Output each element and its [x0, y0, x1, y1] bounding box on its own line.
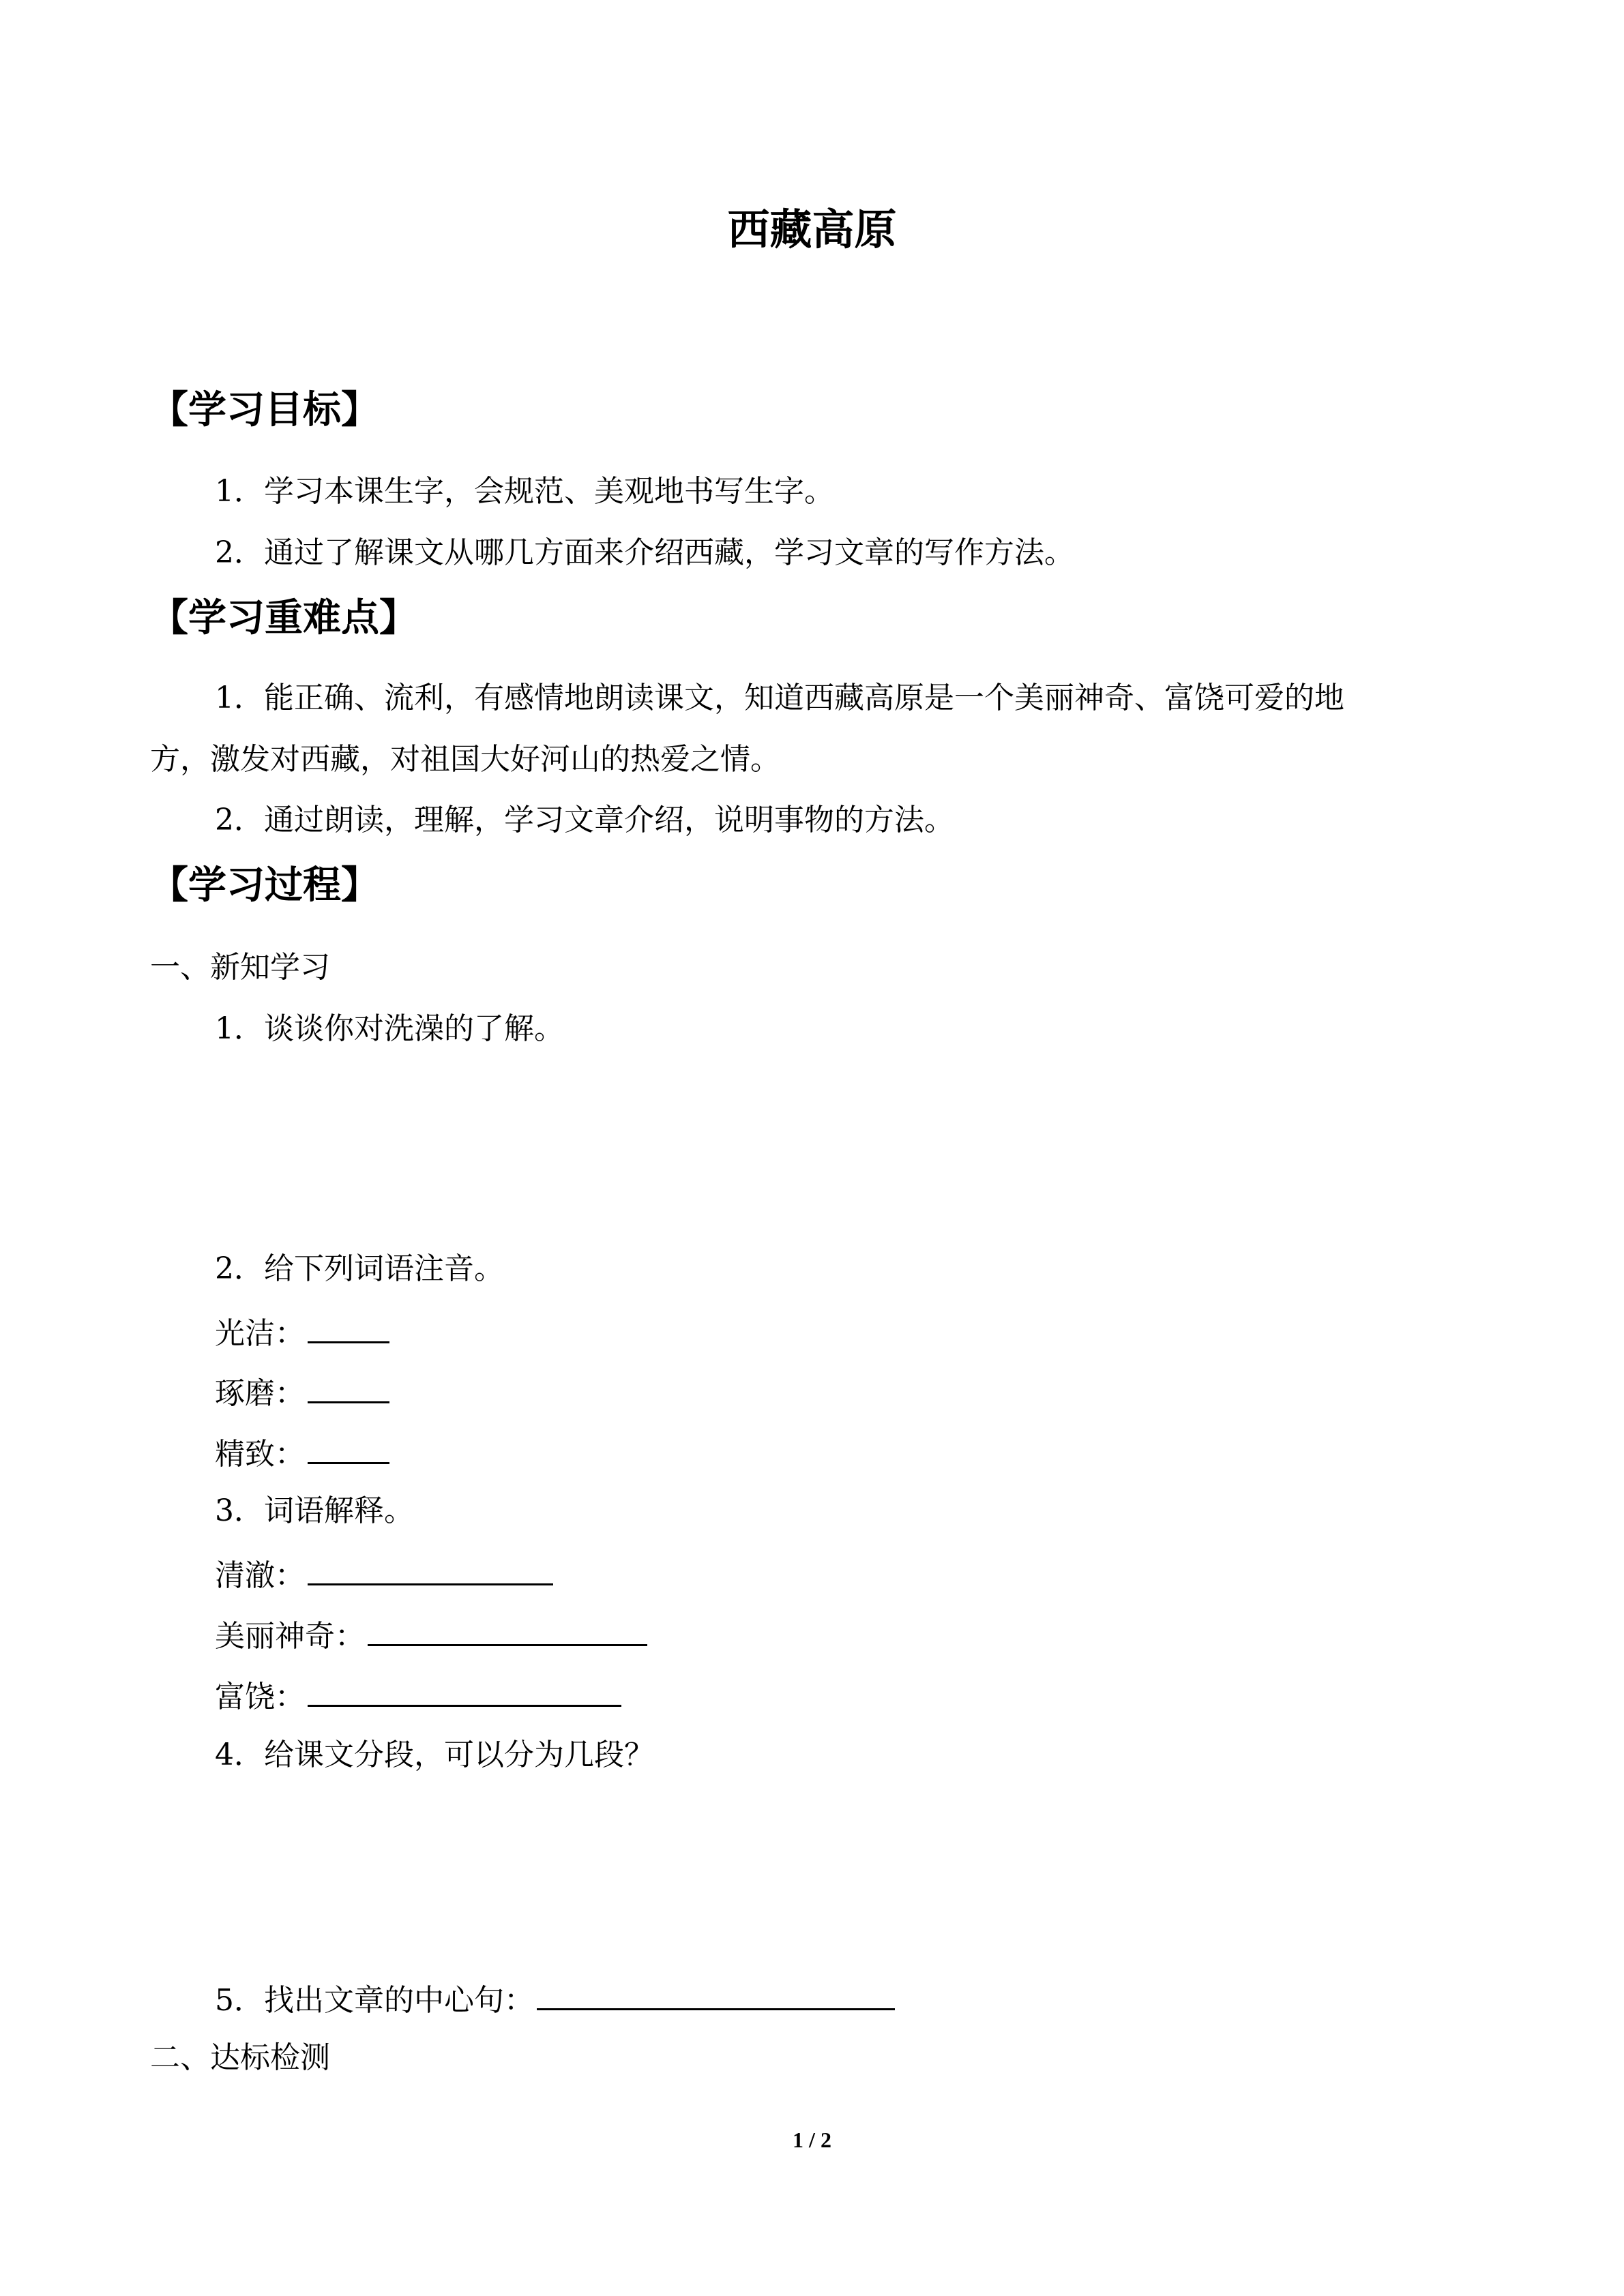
key-point-item-1-line-1: 1．能正确、流利，有感情地朗读课文，知道西藏高原是一个美丽神奇、富饶可爱的地 — [215, 681, 1344, 715]
part-one-title: 一、新知学习 — [150, 950, 330, 985]
definition-item-qingche — [215, 1555, 553, 1594]
central-sentence-blank[interactable] — [537, 1980, 895, 2010]
page-number: 1 / 2 — [793, 2128, 831, 2152]
question-5-label: 5．找出文章的中心句： — [215, 1983, 534, 2018]
pinyin-answer-blank[interactable] — [308, 1313, 389, 1343]
pinyin-answer-blank[interactable] — [308, 1373, 389, 1403]
question-1: 1．谈谈你对洗澡的了解。 — [215, 1011, 564, 1046]
pinyin-item-jingzhi — [215, 1433, 389, 1473]
pinyin-item-label: 精致： — [215, 1437, 305, 1472]
definition-item-label: 富饶： — [215, 1680, 305, 1714]
pinyin-answer-blank[interactable] — [308, 1433, 389, 1464]
question-5 — [215, 1980, 895, 2019]
objective-item-1: 1．学习本课生字，会规范、美观地书写生字。 — [215, 474, 834, 509]
definition-answer-blank[interactable] — [308, 1676, 621, 1707]
definition-answer-blank[interactable] — [308, 1555, 553, 1585]
pinyin-item-guangjie — [215, 1313, 389, 1352]
definition-answer-blank[interactable] — [368, 1615, 647, 1646]
definition-item-furao — [215, 1676, 621, 1716]
question-3: 3．词语解释。 — [215, 1493, 414, 1528]
key-point-item-2: 2．通过朗读，理解，学习文章介绍，说明事物的方法。 — [215, 803, 954, 837]
pinyin-item-label: 琢磨： — [215, 1376, 305, 1411]
objectives-heading: 【学习目标】 — [150, 388, 379, 432]
definition-item-meilishenqi — [215, 1615, 647, 1655]
objective-item-2: 2．通过了解课文从哪几方面来介绍西藏，学习文章的写作方法。 — [215, 535, 1074, 570]
pinyin-item-zhuomo — [215, 1373, 389, 1412]
pinyin-item-label: 光洁： — [215, 1316, 305, 1351]
key-point-item-1-line-2: 方，激发对西藏，对祖国大好河山的热爱之情。 — [150, 742, 780, 777]
key-points-heading: 【学习重难点】 — [150, 596, 417, 640]
question-2: 2．给下列词语注音。 — [215, 1251, 504, 1286]
part-two-title: 二、达标检测 — [150, 2040, 330, 2075]
question-4: 4．给课文分段，可以分为几段？ — [215, 1738, 654, 1772]
definition-item-label: 清澈： — [215, 1558, 305, 1593]
page-title: 西藏高原 — [727, 205, 897, 254]
definition-item-label: 美丽神奇： — [215, 1619, 365, 1654]
process-heading: 【学习过程】 — [150, 863, 379, 908]
